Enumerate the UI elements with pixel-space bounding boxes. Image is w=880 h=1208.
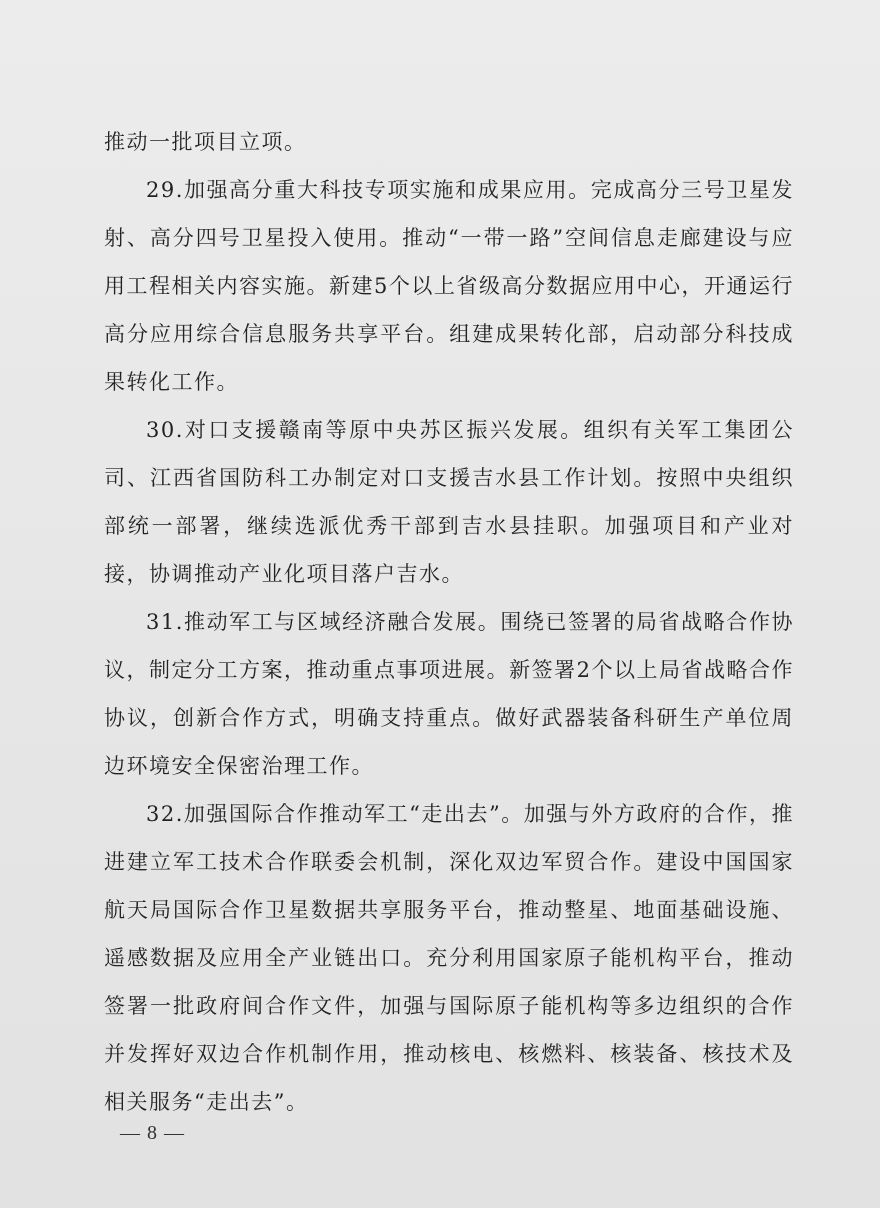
page-number: — 8 — — [120, 1122, 185, 1144]
paragraph-item-31: 31.推动军工与区域经济融合发展。围绕已签署的局省战略合作协议，制定分工方案，推动重点事项进展。新签署2个以上局省战略合作协议，创新合作方式，明确支持重点。做好武器装备科研生产单位周边环境安全保密治理工作。 — [104, 610, 794, 778]
paragraph-item-30: 30.对口支援赣南等原中央苏区振兴发展。组织有关军工集团公司、江西省国防科工办制定对口支援吉水县工作计划。按照中央组织部统一部署，继续选派优秀干部到吉水县挂职。加强项目和产业对接，协调推动产业化项目落户吉水。 — [104, 418, 794, 586]
paragraph-item-29: 29.加强高分重大科技专项实施和成果应用。完成高分三号卫星发射、高分四号卫星投入使用。推动“一带一路”空间信息走廊建设与应用工程相关内容实施。新建5个以上省级高分数据应用中心，开通运行高分应用综合信息服务共享平台。组建成果转化部，启动部分科技成果转化工作。 — [104, 178, 794, 394]
paragraph-item-32: 32.加强国际合作推动军工“走出去”。加强与外方政府的合作，推进建立军工技术合作联委会机制，深化双边军贸合作。建设中国国家航天局国际合作卫星数据共享服务平台，推动整星、地面基础设施、遥感数据及应用全产业链出口。充分利用国家原子能机构平台，推动签署一批政府间合作文件，加强与国际原子能机构等多边组织的合作并发挥好双边合作机制作用，推动核电、核燃料、核装备、核技术及相关服务“走出去”。 — [104, 802, 794, 1114]
body-text — [104, 118, 794, 1126]
paragraph-continuation: 推动一批项目立项。 — [104, 130, 307, 154]
